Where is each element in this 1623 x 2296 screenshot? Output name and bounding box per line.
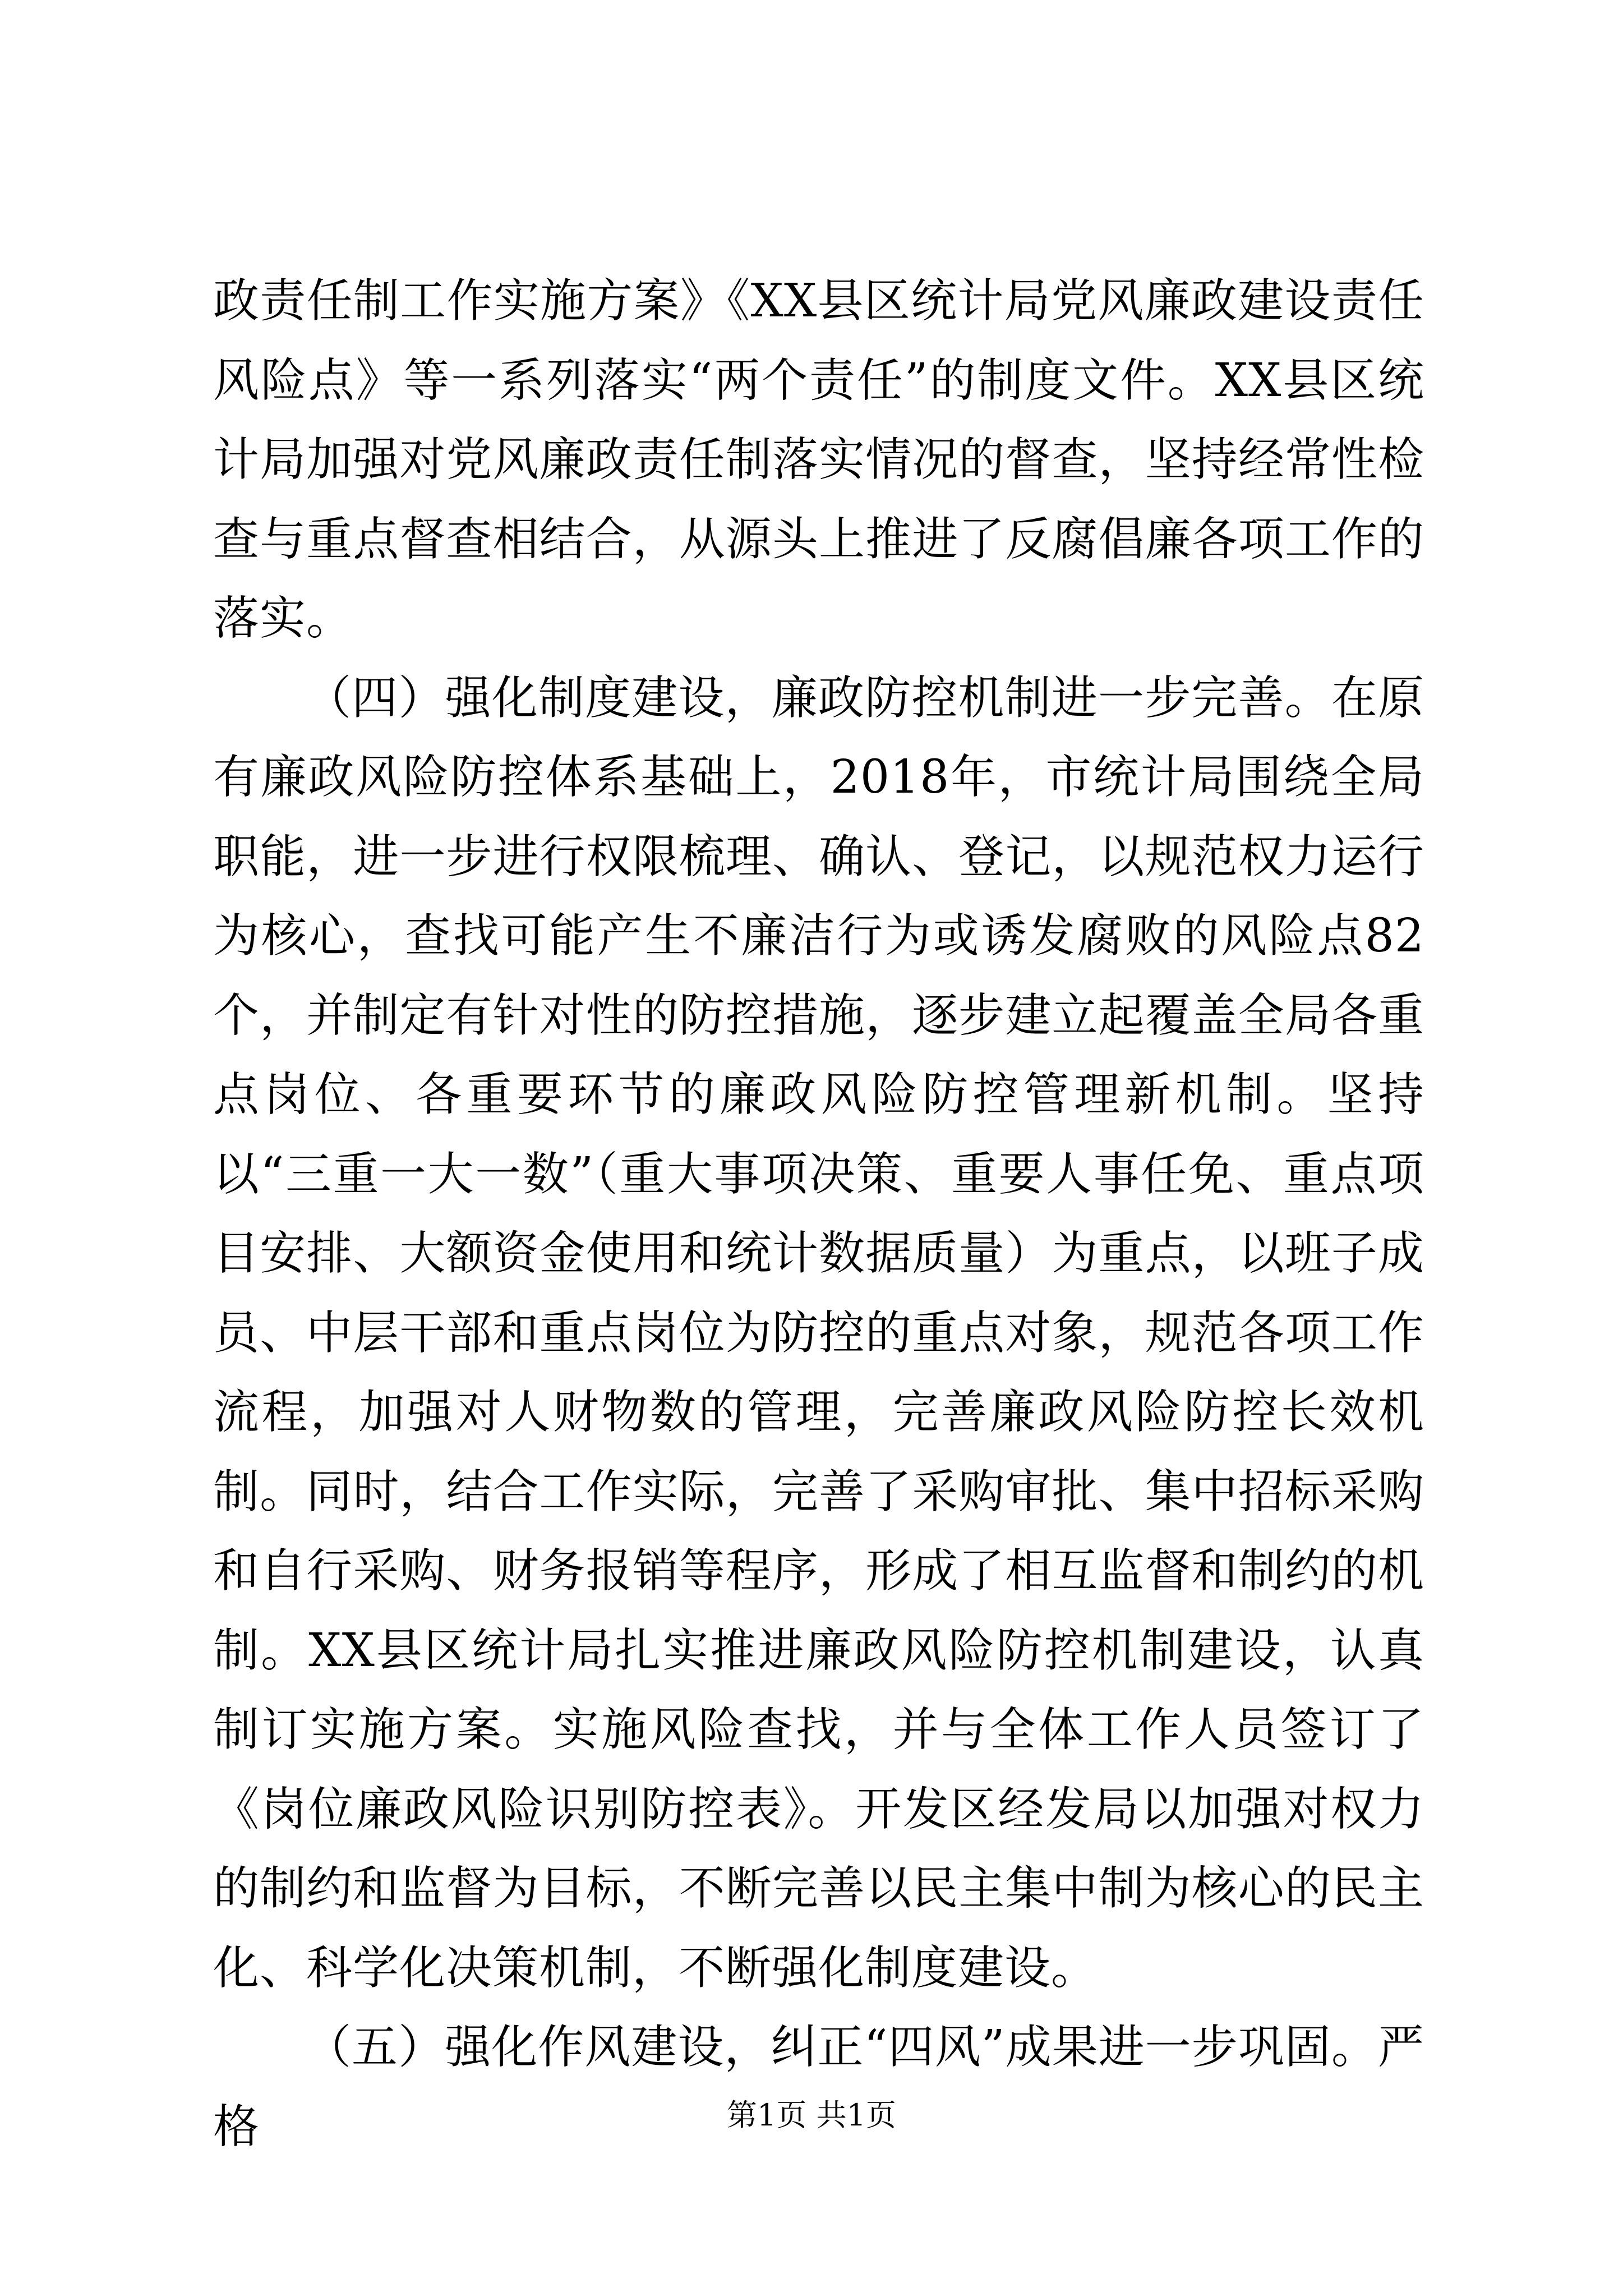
page-footer: 第1页 共1页 <box>727 2097 896 2133</box>
paragraph-section-4: （四）强化制度建设，廉政防控机制进一步完善。在原有廉政风险防控体系基础上，2018年，市统计局围绕全局职能，进一步进行权限梳理、确认、登记，以规范权力运行为核心，查找可能产生不廉洁行为或诱发腐败的风险点82个，并制定有针对性的防控措施，逐步建立起覆盖全局各重点岗位、各重要环节的廉政风险防控管理新机制。坚持以“三重一大一数”（重大事项决策、重要人事任免、重点项目安排、大额资金使用和统计数据质量）为重点，以班子成员、中层干部和重点岗位为防控的重点对象，规范各项工作流程，加强对人财物数的管理，完善廉政风险防控长效机制。同时，结合工作实际，完善了采购审批、集中招标采购和自行采购、财务报销等程序，形成了相互监督和制约的机制。XX县区统计局扎实推进廉政风险防控机制建设，认真制订实施方案。实施风险查找，并与全体工作人员签订了《岗位廉政风险识别防控表》。开发区经发局以加强对权力的制约和监督为目标，不断完善以民主集中制为核心的民主化、科学化决策机制，不断强化制度建设。 <box>213 671 1424 1995</box>
document-body <box>213 261 1424 2166</box>
paragraph-continuation: 政责任制工作实施方案》《XX县区统计局党风廉政建设责任风险点》等一系列落实“两个责任”的制度文件。XX县区统计局加强对党风廉政责任制落实情况的督查，坚持经常性检查与重点督查相结合，从源头上推进了反腐倡廉各项工作的落实。 <box>213 274 1424 645</box>
paragraph-section-5: （五）强化作风建设，纠正“四风”成果进一步巩固。严格 <box>213 2021 1424 2154</box>
